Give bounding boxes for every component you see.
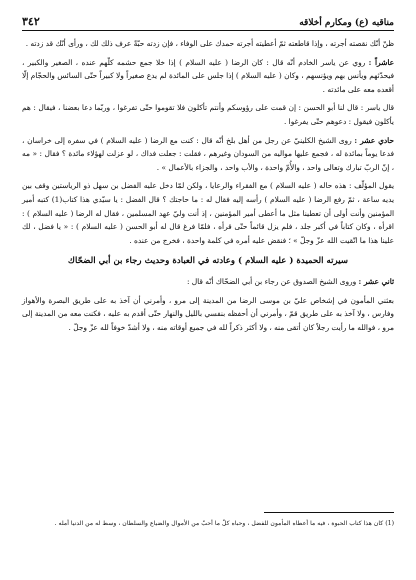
paragraph-5 — [22, 179, 394, 247]
paragraph-6 — [22, 275, 394, 289]
running-header — [22, 8, 394, 31]
footnotes — [22, 512, 394, 529]
paragraph-text: روى الشيخ الكلينيّ عن رجل من أهل بلخ أنّه قال : كنت مع الرضا ( عليه السلام ) في سفره إلى خراسان ، فدعا يوماً بمائدة له ، فجمع عليها مواليه من السودان وغيرهم ، فقلت : جعلت فداك ، لو عزلت لهؤلاء مائدة ؟ فقال : « مه ، إنّ الربّ تبارك وتعالى واحد ، والأُمّ واحدة ، والأب واحد ، والجزاء بالأعمال » . — [22, 135, 394, 172]
page-body — [22, 37, 394, 334]
paragraph-text: قال ياسر : قال لنا أبو الحسن : إن قمت على رؤوسكم وأنتم تأكلون فلا تقوموا حتّى تفرغوا ، وربّما دعا بعضنا ، فيقال : هم يأكلون فيقول : دعوهم حتّى يفرغوا . — [22, 103, 394, 126]
paragraph-text: وروى الشيخ الصدوق عن رجاء بن أبي الضحّاك أنّه قال : — [186, 276, 357, 286]
paragraph-text: ظنّ أنّك نقصته أجرته ، وإذا قاطعته ثمّ أعطيته أجرته حمدك على الوفاء ، فإن زدته حبّةً عرف ذلك لك ، ورأى أنّك قد زدته . — [25, 39, 394, 48]
footnote-1: (1) كان هذا كتاب الحبوة ، فيه ما أعطاه المأمون للفضل ، وحباه كلّ ما أحبّ من الأموال والضياع والسلطان ، وسط له من الدنيا أمله . — [54, 520, 394, 527]
header-title: مناقبه (ع) ومكارم أخلاقه — [299, 18, 394, 28]
paragraph-text: روي عن ياسر الخادم أنّه قال : كان الرضا ( عليه السلام ) إذا خلا جمع حشمه كلّهم عنده ، الصغير والكبير ، فيحدّثهم ويأنس بهم ويؤنسهم ، وكان ( عليه السلام ) إذا جلس على المائدة لم يدع صغيراً ولا كبيراً حتّى السائس والحجّام إلّا أقعده معه على مائدته . — [22, 57, 394, 94]
paragraph-1 — [22, 37, 394, 51]
paragraph-7 — [22, 294, 394, 335]
paragraph-4 — [22, 134, 394, 175]
paragraph-lead: عاشراً : — [368, 57, 394, 67]
paragraph-text: بعثني المأمون في إشخاص عليّ بن موسى الرضا من المدينة إلى مرو ، وأمرني أن آخذ به على طريق البصرة والأهواز وفارس ، ولا آخذ به على طريق قمّ ، وأمرني أن أحفظه بنفسي بالليل والنهار حتّى أقدم به عليه ، فكنت معه من المدينة إلى مرو ، فوالله ما رأيت رجلاً كان أتقى منه ، ولا أكثر ذكراً لله في جميع أوقاته منه ، ولا أشدّ خوفاً لله عزّ وجلّ . — [22, 295, 394, 332]
section-title: سيرته الحميدة ( عليه السلام ) وعادته في العبادة وحديث رجاء بن أبي الضحّاك — [67, 256, 349, 267]
footnote-divider — [264, 512, 394, 513]
paragraph-2 — [22, 56, 394, 97]
paragraph-lead: حادي عشر : — [354, 135, 394, 145]
page-number: ٣٤٢ — [22, 15, 40, 28]
paragraph-lead: ثاني عشر : — [358, 276, 394, 286]
paragraph-3 — [22, 101, 394, 128]
paragraph-text: يقول المؤلّف : هذه حاله ( عليه السلام ) مع الفقراء والرعايا ، ولكن لمّا دخل عليه الفضل بن سهل ذو الرياستين وقف بين يديه ساعة ، ثمّ رفع الرضا ( عليه السلام ) رأسه إليه فقال له : ما حاجتك ؟ قال الفضل : يا سيّدي هذا كتاب(1) كتبه أمير المؤمنين وأنت أولى أن تعطينا مثل ما أعطى أمير المؤمنين ، إذ أنت وليّ عهد المسلمين ، فقال له الرضا ( عليه السلام ) : اقرأه ، وكان كتاباً في أكبر جلد ، فلم يزل قائماً حتّى قرأه ، فلمّا فرغ قال له أبو الحسن ( عليه السلام ) : « يا فضل ، لك علينا هذا ما اتّقيت الله عزّ وجلّ » ؛ فنقض عليه أمره في كلمة واحدة ، فخرج من عنده . — [22, 181, 395, 245]
